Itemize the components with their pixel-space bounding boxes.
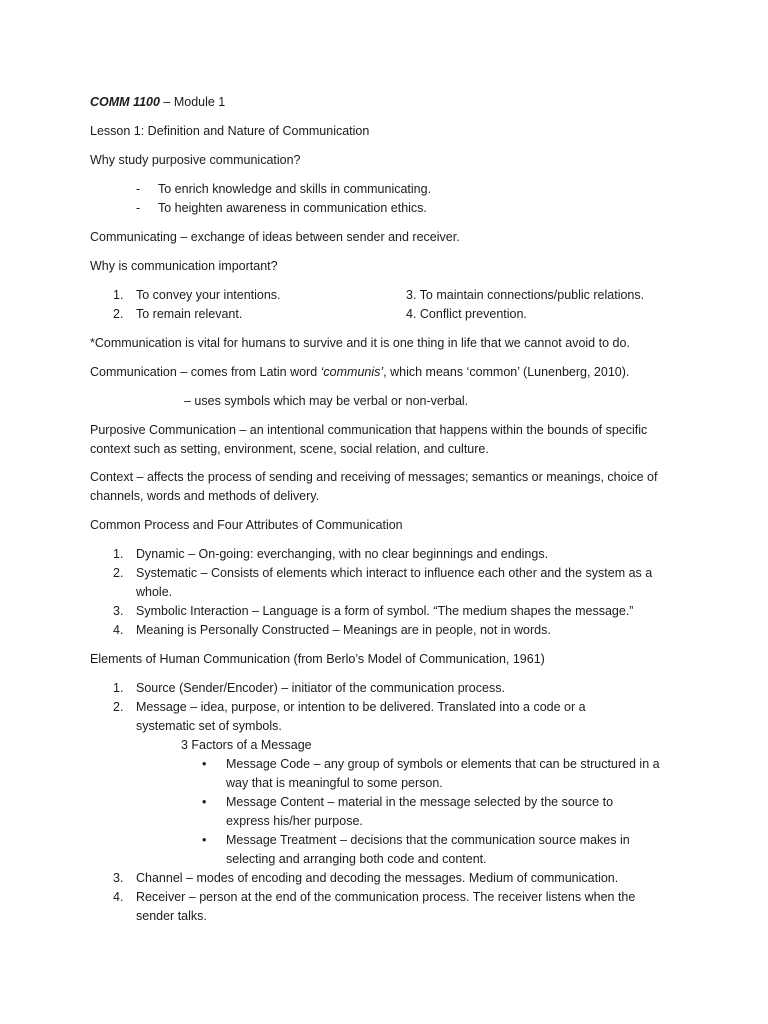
attribute-item: Systematic – Consists of elements which interact to influence each other and the system as a whole. xyxy=(136,566,653,599)
list-number: 2. xyxy=(113,700,124,714)
why-study-item: To heighten awareness in communication ethics. xyxy=(158,201,427,215)
element-item: Source (Sender/Encoder) – initiator of the communication process. xyxy=(136,681,505,695)
list-number: 3. xyxy=(113,871,124,885)
importance-item: To remain relevant. xyxy=(136,307,243,321)
list-number: 4. xyxy=(113,890,124,904)
attribute-item: Meaning is Personally Constructed – Meanings are in people, not in words. xyxy=(136,623,551,637)
symbols-note: – uses symbols which may be verbal or non-verbal. xyxy=(184,394,469,408)
list-bullet: • xyxy=(202,833,207,847)
factors-heading: 3 Factors of a Message xyxy=(181,738,312,752)
element-item: Receiver – person at the end of the communication process. The receiver listens when the sender talks. xyxy=(136,890,636,923)
latin-word: ‘communis’ xyxy=(320,365,384,379)
element-item: Channel – modes of encoding and decoding the messages. Medium of communication. xyxy=(136,871,619,885)
importance-item: To convey your intentions. xyxy=(136,288,281,302)
element-item: Message – idea, purpose, or intention to be delivered. Translated into a code or a systematic set of symbols. xyxy=(136,700,586,733)
importance-item: 3. To maintain connections/public relations. xyxy=(406,288,645,302)
module-label: – Module 1 xyxy=(159,95,226,109)
purposive-definition: Purposive Communication – an intentional communication that happens within the bounds of specific context such as setting, environment, scene, social relation, and culture. xyxy=(90,423,648,456)
list-bullet: • xyxy=(202,795,207,809)
attribute-item: Symbolic Interaction – Language is a form of symbol. “The medium shapes the message.” xyxy=(136,604,634,618)
list-number: 1. xyxy=(113,288,124,302)
factor-item: Message Code – any group of symbols or elements that can be structured in a way that is meaningful to some person. xyxy=(226,757,660,790)
latin-origin xyxy=(90,363,629,382)
latin-prefix: Communication – comes from Latin word xyxy=(90,365,321,379)
why-important-question: Why is communication important? xyxy=(90,259,278,273)
list-number: 3. xyxy=(113,604,124,618)
communicating-definition: Communicating – exchange of ideas between sender and receiver. xyxy=(90,230,460,244)
factor-item: Message Content – material in the message selected by the source to express his/her purpose. xyxy=(226,795,614,828)
elements-heading: Elements of Human Communication (from Berlo’s Model of Communication, 1961) xyxy=(90,652,545,666)
list-dash: - xyxy=(136,201,141,215)
why-study-question: Why study purposive communication? xyxy=(90,153,301,167)
list-number: 2. xyxy=(113,307,124,321)
list-bullet: • xyxy=(202,757,207,771)
list-number: 1. xyxy=(113,547,124,561)
course-code: COMM 1100 xyxy=(90,95,160,109)
factor-item: Message Treatment – decisions that the communication source makes in selecting and arranging both code and content. xyxy=(226,833,630,866)
list-number: 4. xyxy=(113,623,124,637)
latin-suffix: , which means ‘common’ (Lunenberg, 2010). xyxy=(383,365,630,379)
list-number: 1. xyxy=(113,681,124,695)
list-number: 2. xyxy=(113,566,124,580)
lesson-title: Lesson 1: Definition and Nature of Communication xyxy=(90,124,370,138)
context-definition: Context – affects the process of sending and receiving of messages; semantics or meanings, choice of channels, words and methods of delivery. xyxy=(90,470,658,503)
page-header xyxy=(90,93,225,112)
why-study-item: To enrich knowledge and skills in communicating. xyxy=(158,182,432,196)
importance-item: 4. Conflict prevention. xyxy=(406,307,527,321)
attributes-heading: Common Process and Four Attributes of Communication xyxy=(90,518,403,532)
list-dash: - xyxy=(136,182,141,196)
attribute-item: Dynamic – On-going: everchanging, with no clear beginnings and endings. xyxy=(136,547,549,561)
vital-note: *Communication is vital for humans to survive and it is one thing in life that we cannot avoid to do. xyxy=(90,336,630,350)
